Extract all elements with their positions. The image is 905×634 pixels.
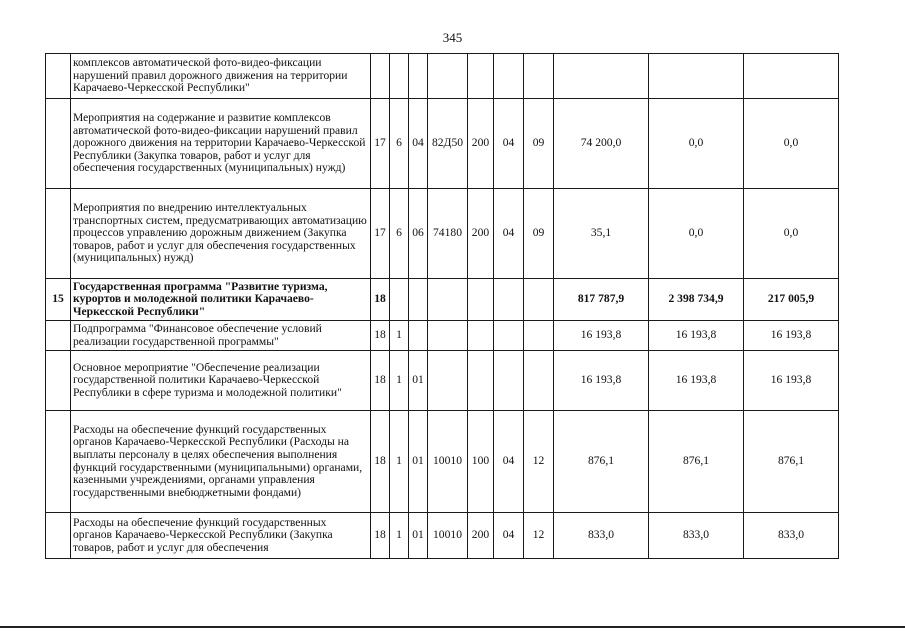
table-row xyxy=(46,54,839,99)
code-measure-cell: 01 xyxy=(409,411,428,513)
code-subsection-cell: 12 xyxy=(524,411,554,513)
row-number-cell xyxy=(46,513,71,559)
row-number-cell xyxy=(46,351,71,411)
page-edge-line xyxy=(0,626,905,628)
code-subsection-cell xyxy=(524,279,554,321)
code-section-cell: 04 xyxy=(494,99,524,189)
code-subsection-cell: 09 xyxy=(524,189,554,279)
code-direction-cell: 10010 xyxy=(428,411,468,513)
amount-year2-cell: 2 398 734,9 xyxy=(649,279,744,321)
code-direction-cell: 74180 xyxy=(428,189,468,279)
row-name-cell: Мероприятия на содержание и развитие комплексов автоматической фото-видео-фиксации нарушений правил дорожного движения на территории Карачаево-Черкесской Республики (Закупка товаров, работ и услуг для обеспечения государственных (муниципальных) нужд) xyxy=(71,99,371,189)
code-section-cell: 04 xyxy=(494,513,524,559)
row-name-cell: Подпрограмма "Финансовое обеспечение условий реализации государственной программы" xyxy=(71,321,371,351)
amount-year2-cell xyxy=(649,54,744,99)
code-program-cell: 1 xyxy=(390,321,409,351)
code-direction-cell: 82Д50 xyxy=(428,99,468,189)
amount-year2-cell: 16 193,8 xyxy=(649,321,744,351)
code-measure-cell: 01 xyxy=(409,351,428,411)
code-direction-cell xyxy=(428,351,468,411)
code-subsection-cell xyxy=(524,321,554,351)
row-name-cell: Основное мероприятие "Обеспечение реализации государственной политики Карачаево-Черкесской Республики в сфере туризма и молодежной политики" xyxy=(71,351,371,411)
amount-year2-cell: 16 193,8 xyxy=(649,351,744,411)
code-program-cell: 1 xyxy=(390,513,409,559)
amount-year1-cell: 16 193,8 xyxy=(554,351,649,411)
amount-year3-cell: 16 193,8 xyxy=(744,351,839,411)
code-direction-cell xyxy=(428,54,468,99)
amount-year1-cell: 35,1 xyxy=(554,189,649,279)
amount-year2-cell: 833,0 xyxy=(649,513,744,559)
budget-table xyxy=(45,53,839,559)
code-direction-cell xyxy=(428,279,468,321)
code-section-cell: 04 xyxy=(494,411,524,513)
code-program-cell xyxy=(390,279,409,321)
code-expense-type-cell: 200 xyxy=(468,513,494,559)
row-number-cell xyxy=(46,321,71,351)
code-expense-type-cell xyxy=(468,321,494,351)
code-expense-type-cell xyxy=(468,351,494,411)
code-program-cell xyxy=(390,54,409,99)
amount-year1-cell: 74 200,0 xyxy=(554,99,649,189)
code-ministry-cell: 18 xyxy=(371,411,390,513)
code-ministry-cell: 18 xyxy=(371,513,390,559)
amount-year3-cell: 0,0 xyxy=(744,189,839,279)
page-number: 345 xyxy=(442,30,463,45)
code-measure-cell: 06 xyxy=(409,189,428,279)
code-subsection-cell: 09 xyxy=(524,99,554,189)
table-row xyxy=(46,99,839,189)
code-expense-type-cell: 200 xyxy=(468,189,494,279)
code-section-cell: 04 xyxy=(494,189,524,279)
code-program-cell: 6 xyxy=(390,99,409,189)
code-ministry-cell xyxy=(371,54,390,99)
amount-year2-cell: 876,1 xyxy=(649,411,744,513)
code-section-cell xyxy=(494,351,524,411)
row-number-cell xyxy=(46,99,71,189)
code-ministry-cell: 17 xyxy=(371,189,390,279)
row-name-cell: Расходы на обеспечение функций государственных органов Карачаево-Черкесской Республики (Закупка товаров, работ и услуг для обеспечения xyxy=(71,513,371,559)
code-expense-type-cell xyxy=(468,279,494,321)
code-section-cell xyxy=(494,321,524,351)
code-measure-cell: 01 xyxy=(409,513,428,559)
code-measure-cell xyxy=(409,54,428,99)
code-program-cell: 1 xyxy=(390,351,409,411)
row-name-cell: Расходы на обеспечение функций государственных органов Карачаево-Черкесской Республики (Расходы на выплаты персоналу в целях обеспечения выполнения функций государственными (муниципальными) органами, казенными учреждениями, органами управления государственными внебюджетными фондами) xyxy=(71,411,371,513)
amount-year1-cell: 817 787,9 xyxy=(554,279,649,321)
code-measure-cell xyxy=(409,279,428,321)
code-expense-type-cell xyxy=(468,54,494,99)
amount-year3-cell xyxy=(744,54,839,99)
code-program-cell: 1 xyxy=(390,411,409,513)
code-measure-cell: 04 xyxy=(409,99,428,189)
amount-year3-cell: 16 193,8 xyxy=(744,321,839,351)
code-subsection-cell: 12 xyxy=(524,513,554,559)
table-row xyxy=(46,279,839,321)
code-subsection-cell xyxy=(524,351,554,411)
amount-year1-cell: 876,1 xyxy=(554,411,649,513)
code-expense-type-cell: 100 xyxy=(468,411,494,513)
table-row xyxy=(46,321,839,351)
amount-year1-cell xyxy=(554,54,649,99)
code-ministry-cell: 18 xyxy=(371,279,390,321)
row-name-cell: комплексов автоматической фото-видео-фиксации нарушений правил дорожного движения на территории Карачаево-Черкесской Республики" xyxy=(71,54,371,99)
code-subsection-cell xyxy=(524,54,554,99)
code-ministry-cell: 18 xyxy=(371,321,390,351)
row-number-cell xyxy=(46,54,71,99)
amount-year1-cell: 16 193,8 xyxy=(554,321,649,351)
table-row xyxy=(46,411,839,513)
table-row xyxy=(46,513,839,559)
row-number-cell xyxy=(46,189,71,279)
code-ministry-cell: 18 xyxy=(371,351,390,411)
code-ministry-cell: 17 xyxy=(371,99,390,189)
code-section-cell xyxy=(494,279,524,321)
row-number-cell xyxy=(46,411,71,513)
table-row xyxy=(46,189,839,279)
amount-year2-cell: 0,0 xyxy=(649,99,744,189)
amount-year3-cell: 0,0 xyxy=(744,99,839,189)
amount-year3-cell: 876,1 xyxy=(744,411,839,513)
row-name-cell: Государственная программа "Развитие туризма, курортов и молодежной политики Карачаево-Черкесской Республики" xyxy=(71,279,371,321)
code-program-cell: 6 xyxy=(390,189,409,279)
code-section-cell xyxy=(494,54,524,99)
row-name-cell: Мероприятия по внедрению интеллектуальных транспортных систем, предусматривающих автоматизацию процессов управлению дорожным движением (Закупка товаров, работ и услуг для обеспечения государственных (муниципальных) нужд) xyxy=(71,189,371,279)
code-direction-cell: 10010 xyxy=(428,513,468,559)
row-number-cell: 15 xyxy=(46,279,71,321)
amount-year3-cell: 833,0 xyxy=(744,513,839,559)
amount-year1-cell: 833,0 xyxy=(554,513,649,559)
amount-year3-cell: 217 005,9 xyxy=(744,279,839,321)
table-row xyxy=(46,351,839,411)
amount-year2-cell: 0,0 xyxy=(649,189,744,279)
code-expense-type-cell: 200 xyxy=(468,99,494,189)
code-measure-cell xyxy=(409,321,428,351)
code-direction-cell xyxy=(428,321,468,351)
